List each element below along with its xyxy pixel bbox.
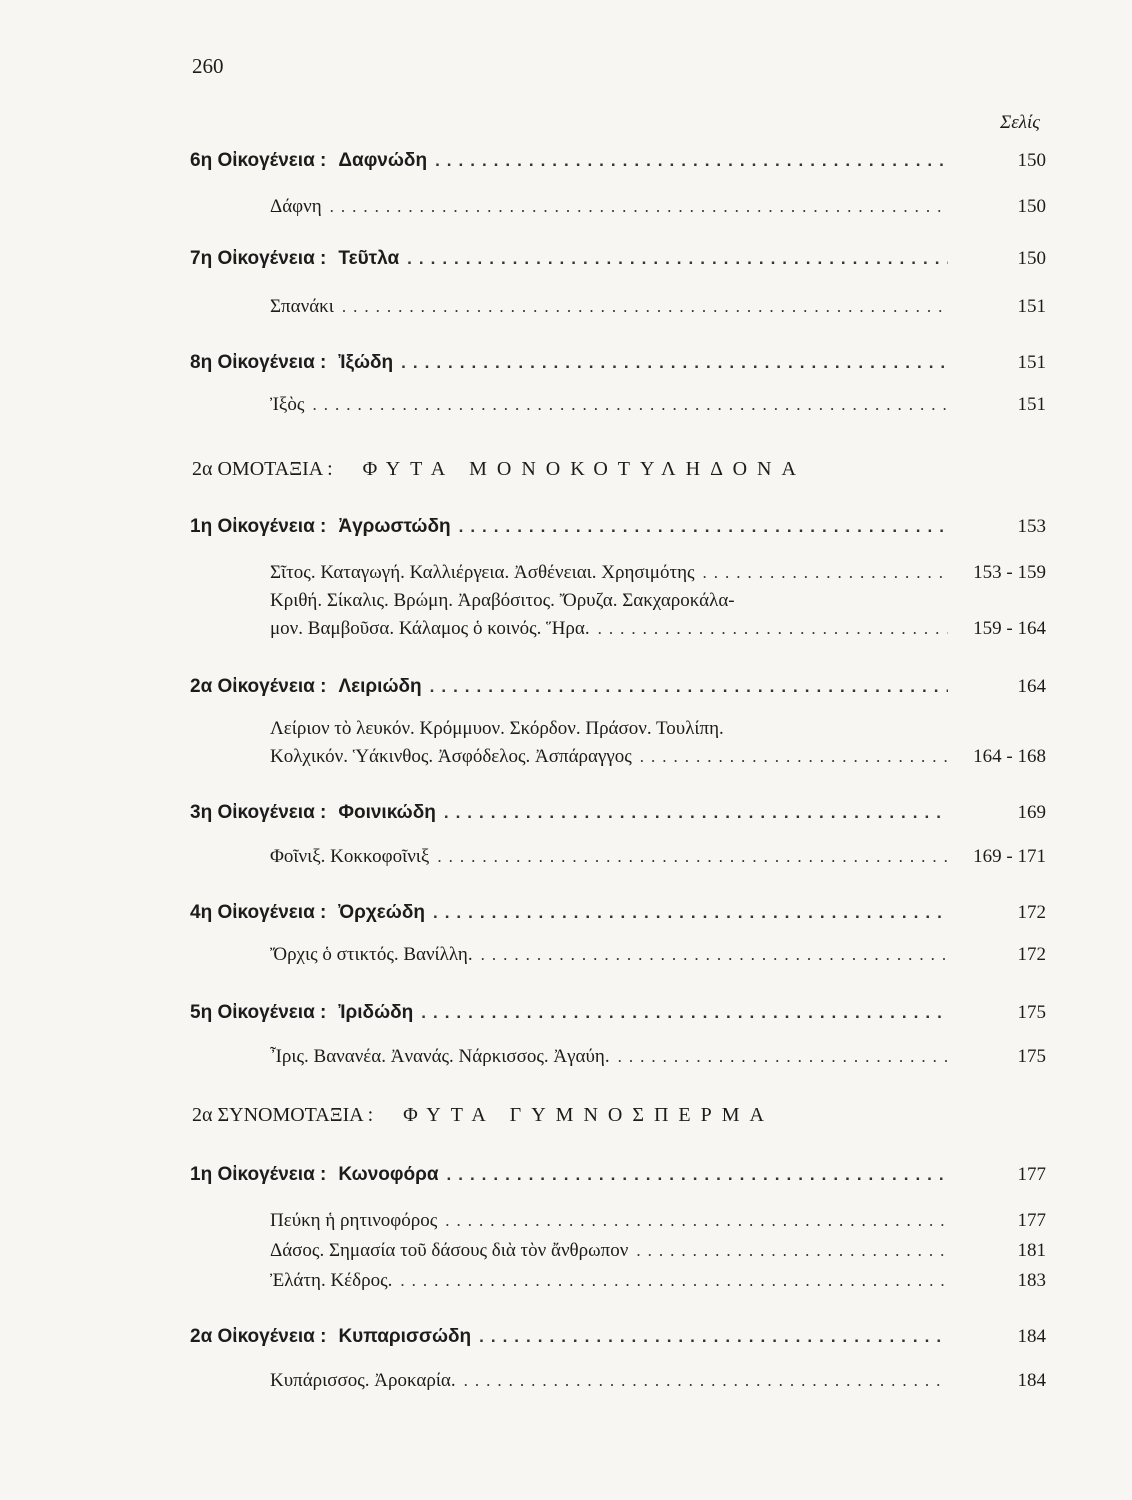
page-ref: 177 bbox=[1017, 1164, 1046, 1185]
leader-dots bbox=[435, 151, 948, 171]
page-number: 260 bbox=[192, 54, 224, 78]
leader-dots bbox=[330, 197, 948, 217]
leader-dots bbox=[401, 353, 948, 373]
family-name: Ἰριδώδη bbox=[338, 1002, 414, 1023]
page-ref: 172 bbox=[1017, 944, 1046, 965]
leader-dots bbox=[400, 1271, 948, 1291]
family-name: Δαφνώδη bbox=[338, 150, 428, 171]
order-prefix: 2α ΟΜΟΤΑΞΙΑ : bbox=[192, 458, 333, 480]
entry-text: Ἶρις. Βανανέα. Ἀνανάς. Νάρκισσος. Ἀγαύη. bbox=[270, 1046, 610, 1067]
leader-dots bbox=[421, 1003, 948, 1023]
leader-dots bbox=[459, 517, 948, 537]
toc-family-entry bbox=[190, 248, 1046, 270]
page-ref: 164 bbox=[1017, 676, 1046, 697]
page-ref: 175 bbox=[1017, 1002, 1046, 1023]
page-ref: 150 bbox=[1017, 248, 1046, 269]
leader-dots bbox=[312, 395, 948, 415]
toc-family-entry bbox=[190, 150, 1046, 172]
page-column-header: Σελίς bbox=[1000, 112, 1040, 133]
leader-dots bbox=[444, 803, 948, 823]
page-ref: 150 bbox=[1017, 196, 1046, 217]
leader-dots bbox=[618, 1047, 948, 1067]
toc-family-entry bbox=[190, 1326, 1046, 1348]
toc-sub-entry bbox=[270, 296, 1046, 318]
page-ref: 159 - 164 bbox=[973, 618, 1046, 639]
toc-sub-entry bbox=[270, 196, 1046, 218]
leader-dots bbox=[437, 847, 948, 867]
family-prefix: 6η Οἰκογένεια : bbox=[190, 150, 327, 171]
page-ref: 150 bbox=[1017, 150, 1046, 171]
family-name: Ἰξώδη bbox=[338, 352, 394, 373]
toc-sub-entry bbox=[270, 846, 1046, 868]
family-name: Κωνοφόρα bbox=[338, 1164, 439, 1185]
leader-dots bbox=[481, 945, 948, 965]
toc-family-entry bbox=[190, 1164, 1046, 1186]
page-ref: 169 bbox=[1017, 802, 1046, 823]
entry-text: Φοῖνιξ. Κοκκοφοῖνιξ bbox=[270, 846, 430, 867]
page-ref: 181 bbox=[1017, 1240, 1046, 1261]
page-ref: 169 - 171 bbox=[973, 846, 1046, 867]
family-prefix: 2α Οἰκογένεια : bbox=[190, 1326, 327, 1347]
family-prefix: 2α Οἰκογένεια : bbox=[190, 676, 327, 697]
leader-dots bbox=[464, 1371, 948, 1391]
family-prefix: 8η Οἰκογένεια : bbox=[190, 352, 327, 373]
family-name: Κυπαρισσώδη bbox=[338, 1326, 472, 1347]
page-ref: 151 bbox=[1017, 296, 1046, 317]
family-name: Ἀγρωστώδη bbox=[338, 516, 451, 537]
entry-text: Δάσος. Σημασία τοῦ δάσους διὰ τὸν ἄνθρωπον bbox=[270, 1240, 629, 1261]
toc-family-entry bbox=[190, 1002, 1046, 1024]
entry-continuation: Λείριον τὸ λευκόν. Κρόμμυον. Σκόρδον. Πράσον. Τουλίπη. bbox=[270, 718, 724, 739]
toc-sub-entry bbox=[270, 1046, 1046, 1068]
toc-sub-entry bbox=[270, 944, 1046, 966]
entry-text: Δάφνη bbox=[270, 196, 322, 217]
page-ref: 153 bbox=[1017, 516, 1046, 537]
toc-sub-entry bbox=[270, 1210, 1046, 1232]
leader-dots bbox=[636, 1241, 948, 1261]
family-prefix: 1η Οἰκογένεια : bbox=[190, 1164, 327, 1185]
page-ref: 175 bbox=[1017, 1046, 1046, 1067]
family-name: Φοινικώδη bbox=[338, 802, 436, 823]
page-ref: 177 bbox=[1017, 1210, 1046, 1231]
leader-dots bbox=[407, 249, 948, 269]
leader-dots bbox=[598, 619, 948, 639]
page-ref: 184 bbox=[1017, 1326, 1046, 1347]
page-ref: 183 bbox=[1017, 1270, 1046, 1291]
toc-sub-entry bbox=[270, 562, 1046, 584]
order-title: ΦΥΤΑ ΓΥΜΝΟΣΠΕΡΜΑ bbox=[403, 1104, 774, 1126]
page-ref: 153 - 159 bbox=[973, 562, 1046, 583]
toc-family-entry bbox=[190, 802, 1046, 824]
family-prefix: 7η Οἰκογένεια : bbox=[190, 248, 327, 269]
toc-sub-entry bbox=[270, 1270, 1046, 1292]
family-prefix: 5η Οἰκογένεια : bbox=[190, 1002, 327, 1023]
leader-dots bbox=[640, 747, 948, 767]
leader-dots bbox=[342, 297, 948, 317]
family-name: Ὀρχεώδη bbox=[338, 902, 425, 923]
page-ref: 151 bbox=[1017, 352, 1046, 373]
toc-family-entry bbox=[190, 676, 1046, 698]
entry-text: Ἰξὸς bbox=[270, 394, 305, 415]
family-name: Λειριώδη bbox=[338, 676, 422, 697]
leader-dots bbox=[433, 903, 948, 923]
page-ref: 184 bbox=[1017, 1370, 1046, 1391]
toc-family-entry bbox=[190, 902, 1046, 924]
leader-dots bbox=[445, 1211, 948, 1231]
order-heading bbox=[192, 1104, 774, 1127]
order-title: ΦΥΤΑ ΜΟΝΟΚΟΤΥΛΗΔΟΝΑ bbox=[362, 458, 806, 480]
toc-sub-entry bbox=[270, 618, 1046, 640]
order-prefix: 2α ΣΥΝΟΜΟΤΑΞΙΑ : bbox=[192, 1104, 374, 1126]
entry-text: Κυπάρισσος. Ἀροκαρία. bbox=[270, 1370, 456, 1391]
entry-continuation: Κριθή. Σίκαλις. Βρώμη. Ἀραβόσιτος. Ὄρυζα. Σακχαροκάλα- bbox=[270, 590, 735, 611]
toc-sub-entry bbox=[270, 394, 1046, 416]
family-name: Τεῦτλα bbox=[338, 248, 400, 269]
family-prefix: 1η Οἰκογένεια : bbox=[190, 516, 327, 537]
entry-text: Σῖτος. Καταγωγή. Καλλιέργεια. Ἀσθένειαι. Χρησιμότης bbox=[270, 562, 695, 583]
page-ref: 164 - 168 bbox=[973, 746, 1046, 767]
entry-text: Ἐλάτη. Κέδρος. bbox=[270, 1270, 393, 1291]
order-heading bbox=[192, 458, 806, 481]
leader-dots bbox=[703, 563, 948, 583]
leader-dots bbox=[430, 677, 948, 697]
leader-dots bbox=[447, 1165, 948, 1185]
family-prefix: 4η Οἰκογένεια : bbox=[190, 902, 327, 923]
entry-text: Πεύκη ἡ ρητινοφόρος bbox=[270, 1210, 438, 1231]
toc-family-entry bbox=[190, 516, 1046, 538]
entry-text: Κολχικόν. Ὑάκινθος. Ἀσφόδελος. Ἀσπάραγγος bbox=[270, 746, 632, 767]
toc-sub-entry bbox=[270, 746, 1046, 768]
entry-text: Ὄρχις ὁ στικτός. Βανίλλη. bbox=[270, 944, 473, 965]
toc-family-entry bbox=[190, 352, 1046, 374]
toc-sub-entry bbox=[270, 1370, 1046, 1392]
entry-text: μον. Βαμβοῦσα. Κάλαμος ὁ κοινός. Ἥρα. bbox=[270, 618, 590, 639]
toc-sub-entry bbox=[270, 1240, 1046, 1262]
page-ref: 172 bbox=[1017, 902, 1046, 923]
family-prefix: 3η Οἰκογένεια : bbox=[190, 802, 327, 823]
entry-text: Σπανάκι bbox=[270, 296, 334, 317]
page-ref: 151 bbox=[1017, 394, 1046, 415]
leader-dots bbox=[479, 1327, 948, 1347]
